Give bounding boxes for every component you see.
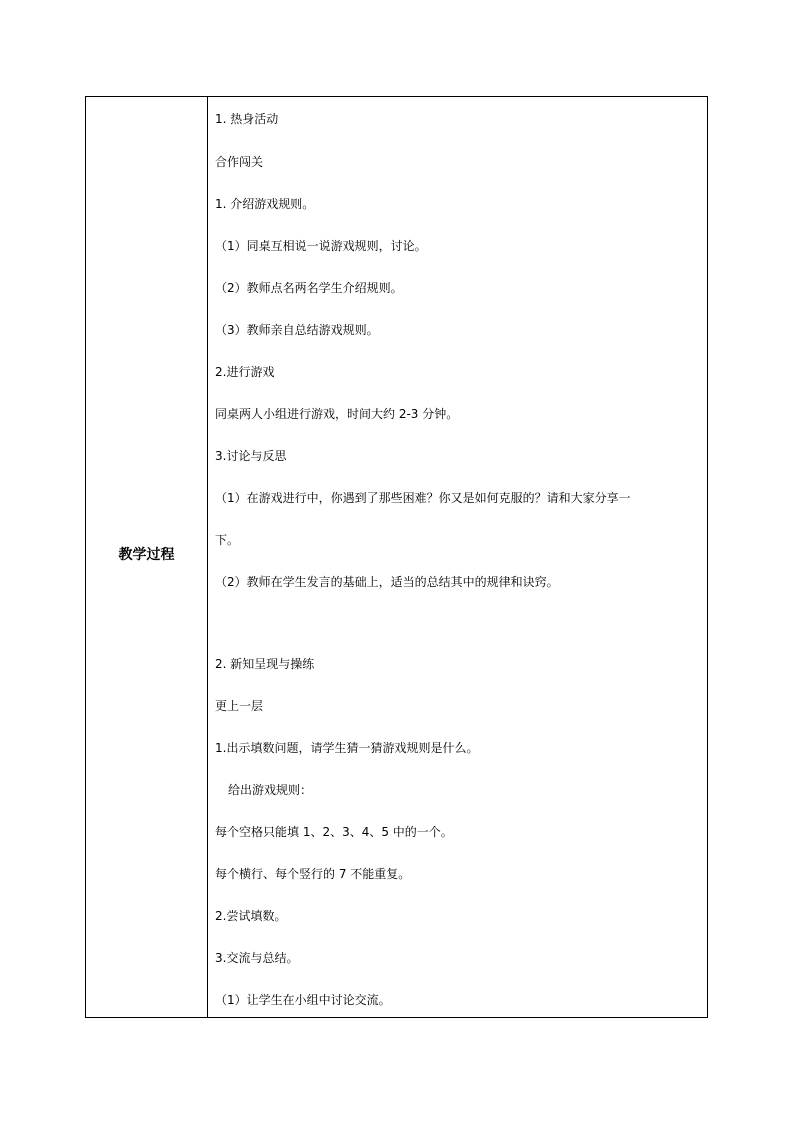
text-line: （1）在游戏进行中，你遇到了那些困难？你又是如何克服的？请和大家分享一 [215,491,631,505]
text-line: 1. 介绍游戏规则。 [215,197,315,211]
left-cell-label: 教学过程 [118,547,175,563]
column-divider [207,97,208,1017]
text-line: 2. 新知呈现与操练 [215,657,315,671]
text-line: 2.尝试填数。 [215,909,287,923]
text-line: 2.进行游戏 [215,365,275,379]
text-line: 3.讨论与反思 [215,449,287,463]
text-line: （2）教师点名两名学生介绍规则。 [215,281,403,295]
text-line: （2）教师在学生发言的基础上，适当的总结其中的规律和诀窍。 [215,575,559,589]
text-line: 每个空格只能填 1、2、3、4、5 中的一个。 [215,825,453,839]
text-line: （3）教师亲自总结游戏规则。 [215,323,379,337]
text-line: （1）让学生在小组中讨论交流。 [215,993,391,1007]
text-line: 每个横行、每个竖行的 7 不能重复。 [215,867,411,881]
text-line: 同桌两人小组进行游戏，时间大约 2-3 分钟。 [215,407,459,421]
text-line: 给出游戏规则： [228,783,313,797]
text-line: 3.交流与总结。 [215,951,299,965]
text-line: 合作闯关 [215,155,264,169]
text-line: （1）同桌互相说一说游戏规则，讨论。 [215,239,427,253]
text-line: 更上一层 [215,699,264,713]
text-line: 1. 热身活动 [215,112,279,126]
text-line: 下。 [215,533,240,547]
text-line: 1.出示填数问题，请学生猜一猜游戏规则是什么。 [215,741,479,755]
